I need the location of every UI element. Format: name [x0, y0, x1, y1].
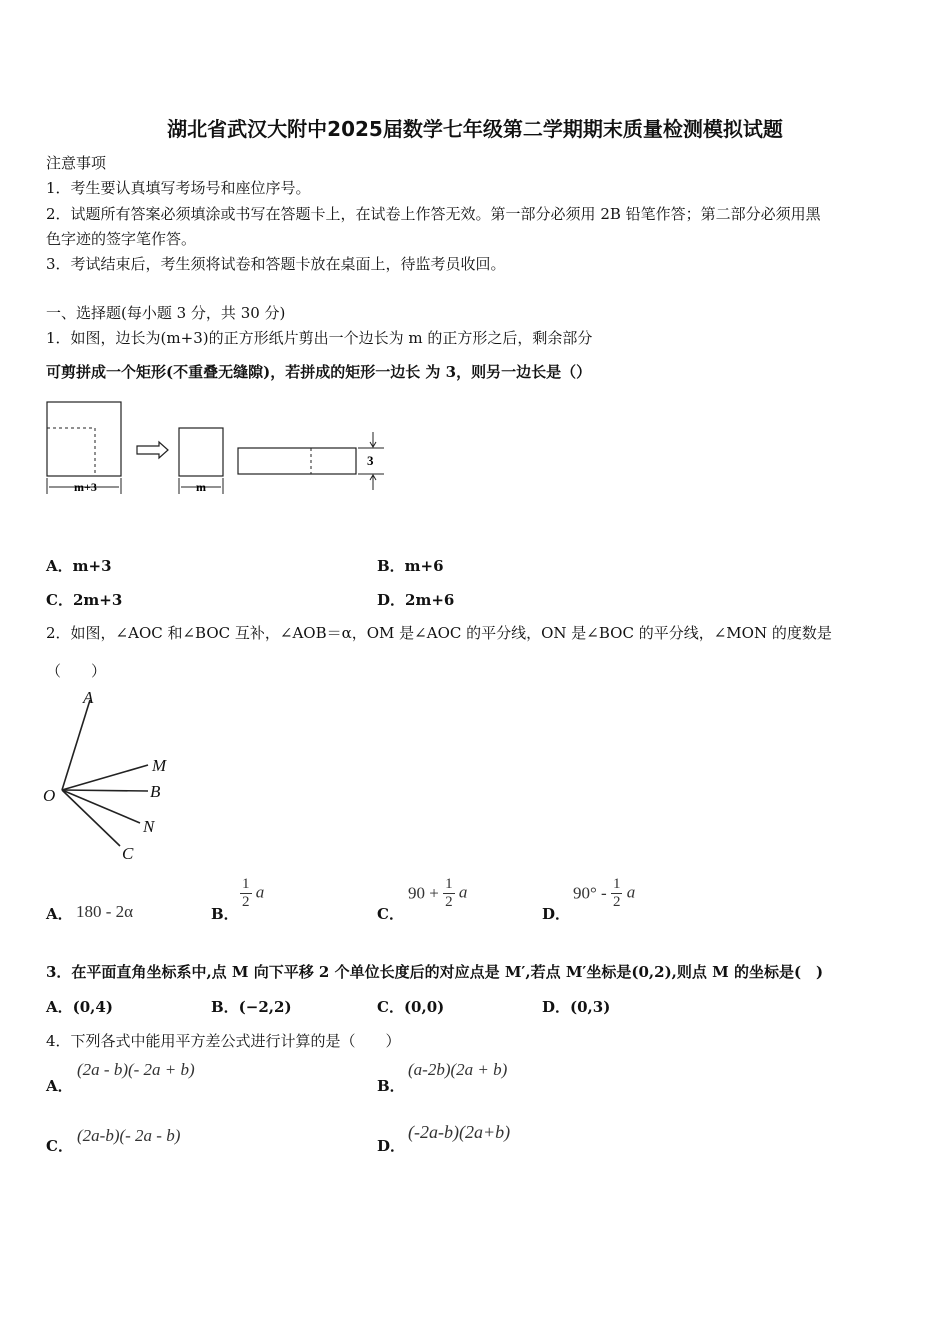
q2-b-numerator: 1 [242, 876, 250, 892]
q2-angle-figure [40, 683, 190, 868]
notice-heading: 注意事项 [46, 154, 107, 172]
dimension-m-plus-3 [47, 478, 121, 494]
q1-option-b[interactable]: B．m+6 [377, 557, 444, 575]
q3-option-d[interactable]: D．(0,3) [542, 998, 611, 1016]
q2-c-variable: a [458, 882, 468, 902]
q4-option-d-expr[interactable]: (-2a-b)(2a+b) [408, 1122, 511, 1142]
label-m: m [196, 480, 206, 494]
arrow-icon [137, 442, 168, 458]
q4-option-d-label[interactable]: D． [377, 1137, 406, 1155]
q2-option-d-label[interactable]: D． [542, 905, 571, 923]
ray-om [62, 765, 148, 790]
q2-c-denominator: 2 [445, 894, 453, 910]
point-label-o: O [43, 786, 56, 805]
point-label-a: A [83, 688, 94, 707]
q1-line-2: 可剪拼成一个矩形(不重叠无缝隙)，若拼成的矩形一边长 为 3，则另一边长是（） [46, 363, 592, 381]
q2-line-1: 2．如图，∠AOC 和∠BOC 互补，∠AOB＝α，OM 是∠AOC 的平分线，ON 是∠BOC 的平分线，∠MON 的度数是 [46, 624, 832, 642]
q1-figure [44, 398, 389, 498]
q1-option-c[interactable]: C．2m+3 [46, 591, 123, 609]
q2-b-denominator: 2 [242, 894, 250, 910]
q2-option-b-expr[interactable] [240, 876, 264, 911]
q2-d-numerator: 1 [612, 876, 621, 892]
ray-oa [62, 700, 90, 790]
q3-option-a[interactable]: A．(0,4) [46, 998, 113, 1016]
page-title: 湖北省武汉大附中2025届数学七年级第二学期期末质量检测模拟试题 [167, 117, 783, 141]
q4-line-1: 4．下列各式中能用平方差公式进行计算的是（ ） [46, 1032, 401, 1050]
q2-c-numerator: 1 [445, 876, 453, 892]
section-heading: 一、选择题(每小题 3 分，共 30 分) [46, 304, 286, 322]
notice-item-2-line-2: 色字迹的签字笔作答。 [46, 230, 197, 248]
notice-item-2-line-1: 2．试题所有答案必须填涂或书写在答题卡上，在试卷上作答无效。第一部分必须用 2B 铅笔作答；第二部分必须用黑 [46, 205, 821, 223]
q3-option-b[interactable]: B．(−2,2) [211, 998, 292, 1016]
point-label-m: M [152, 756, 167, 775]
big-square-shape [47, 402, 121, 476]
point-label-n: N [143, 817, 155, 836]
ray-on [62, 790, 140, 823]
label-m-plus-3: m+3 [74, 480, 97, 494]
q2-line-2: （ ） [46, 662, 107, 680]
q2-option-d-expr[interactable] [573, 876, 635, 911]
q2-option-a-label[interactable]: A． [46, 905, 73, 923]
q1-line-1: 1．如图，边长为(m+3)的正方形纸片剪出一个边长为 m 的正方形之后，剩余部分 [46, 329, 593, 347]
q2-option-a-expr[interactable]: 180 - 2α [76, 902, 134, 921]
q3-option-c[interactable]: C．(0,0) [377, 998, 445, 1016]
q2-c-prefix: 90 + [408, 883, 439, 903]
q2-b-variable: a [255, 882, 265, 902]
q4-option-c-label[interactable]: C． [46, 1137, 73, 1155]
q1-option-d[interactable]: D．2m+6 [377, 591, 455, 609]
q4-option-b-label[interactable]: B． [377, 1077, 405, 1095]
q1-option-a[interactable]: A．m+3 [46, 557, 112, 575]
q2-option-c-label[interactable]: C． [377, 905, 404, 923]
cut-piece-shape [179, 428, 223, 494]
point-label-b: B [150, 782, 161, 801]
q4-option-a-label[interactable]: A． [46, 1077, 73, 1095]
point-label-c: C [122, 844, 134, 863]
notice-item-1: 1．考生要认真填写考场号和座位序号。 [46, 179, 311, 197]
q2-d-prefix: 90° - [573, 883, 607, 903]
q2-d-denominator: 2 [612, 894, 621, 910]
label-3: 3 [367, 453, 374, 468]
q4-option-a-expr[interactable]: (2a - b)(- 2a + b) [77, 1060, 195, 1079]
ray-oc [62, 790, 120, 846]
q3-line-1: 3．在平面直角坐标系中,点 M 向下平移 2 个单位长度后的对应点是 M′,若点 M′坐标是(0,2),则点 M 的坐标是( ) [46, 963, 824, 981]
q2-option-c-expr[interactable] [408, 876, 467, 911]
q2-option-b-label[interactable]: B． [211, 905, 239, 923]
q4-option-c-expr[interactable]: (2a-b)(- 2a - b) [77, 1126, 181, 1145]
q4-option-b-expr[interactable]: (a-2b)(2a + b) [408, 1060, 508, 1079]
q2-d-variable: a [626, 882, 636, 902]
ray-ob [62, 790, 148, 791]
rectangle-shape [238, 432, 384, 490]
notice-item-3: 3．考试结束后，考生须将试卷和答题卡放在桌面上，待监考员收回。 [46, 255, 506, 273]
